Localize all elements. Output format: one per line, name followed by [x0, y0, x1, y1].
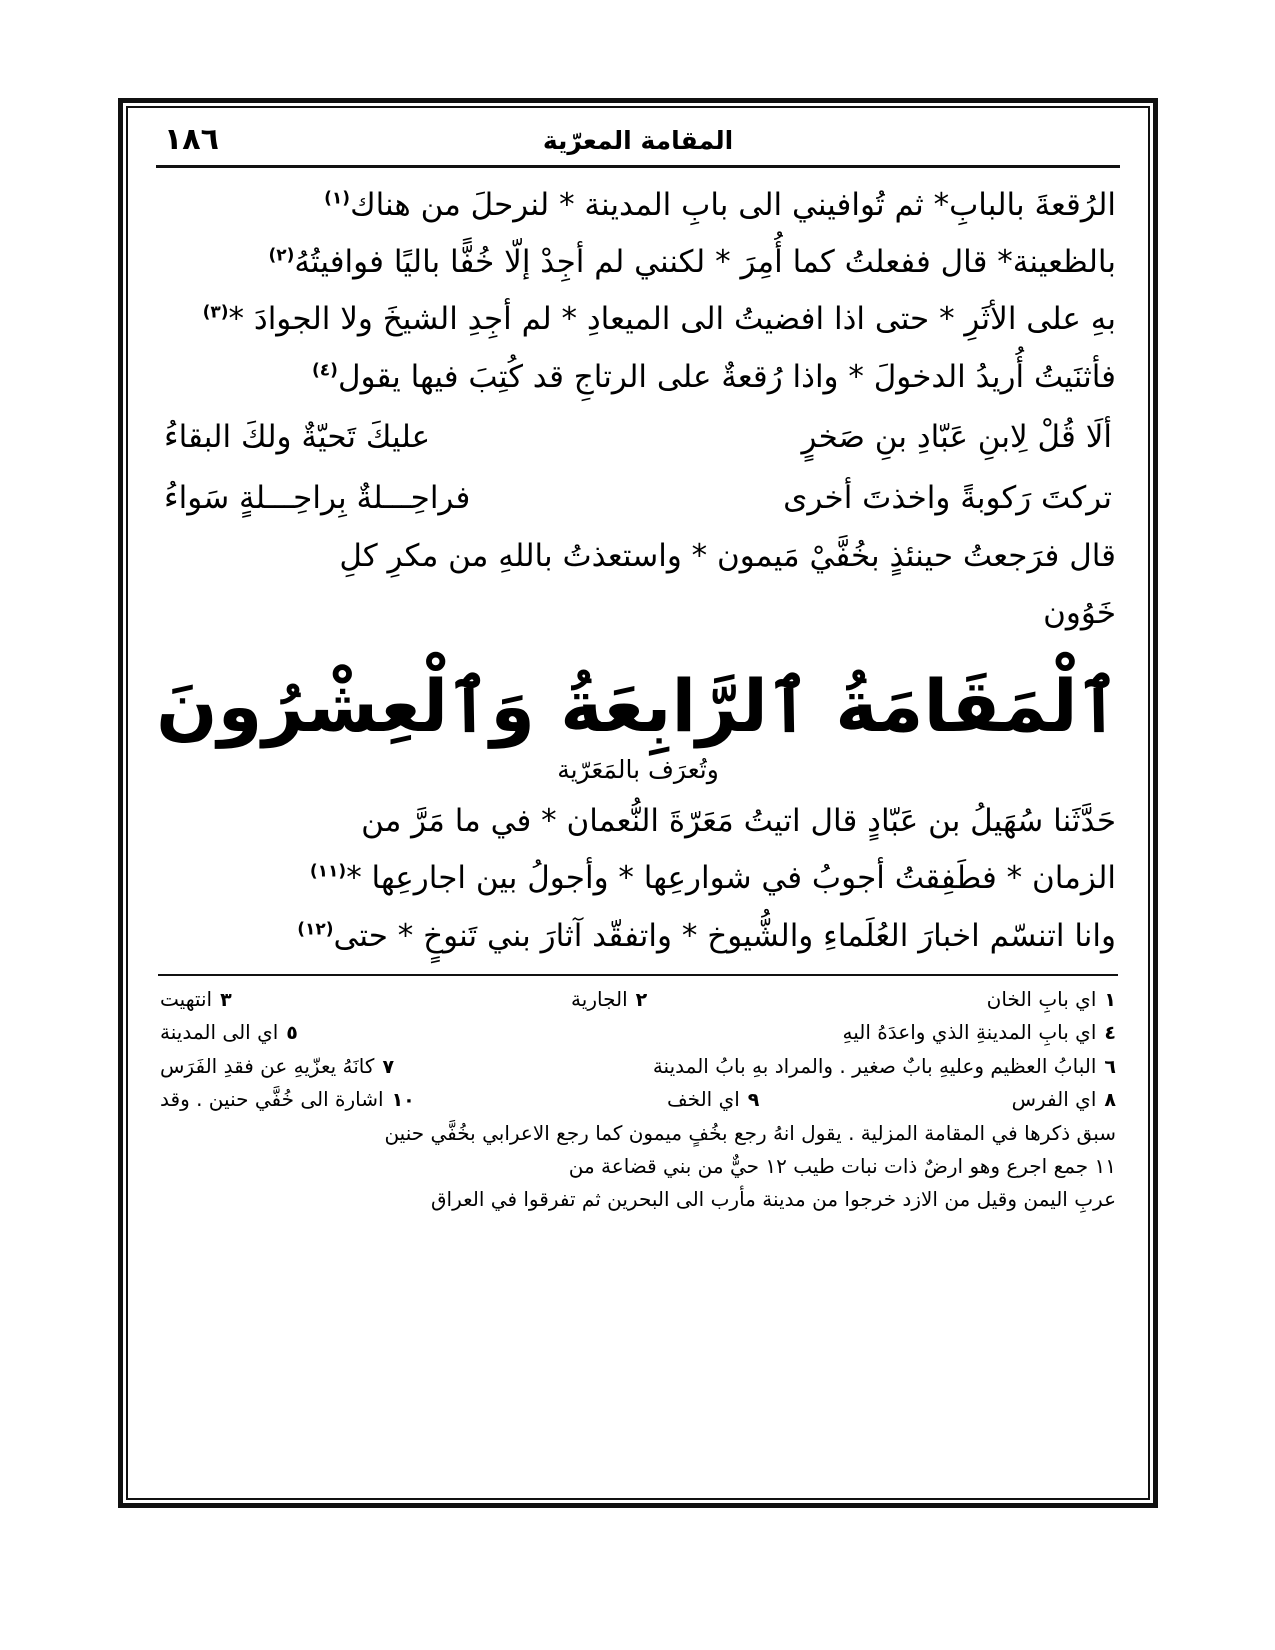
- footnote-text: اي الخف: [666, 1087, 740, 1112]
- footnote-text: اي بابِ الخان: [986, 986, 1097, 1011]
- footnote-item: [653, 1051, 1116, 1082]
- footnote-item: [160, 1017, 298, 1048]
- footnote-row-4: [160, 1084, 1116, 1115]
- footnote-marker-2: (٢): [268, 245, 295, 266]
- chapter-body-line-3-text: وانا اتنسّم اخبارَ العُلَماءِ والشُّيوخ * واتفقّد آثارَ بني تَنوخٍ * حتى: [333, 917, 1116, 954]
- header-rule: [156, 165, 1120, 168]
- verse-line-1: [154, 407, 1122, 468]
- chapter-body-block: [154, 794, 1122, 964]
- body-line-3-text: بهِ على الأثَرِ * حتى اذا افضيتُ الى الميعادِ * لم أجِدِ الشيخَ ولا الجوادَ *: [228, 301, 1116, 338]
- footnote-number: ٤: [1104, 1022, 1116, 1045]
- chapter-body-line-2-text: الزمان * فطَفِقتُ أجوبُ في شوارعِها * وأجولُ بين اجارعِها *: [346, 860, 1116, 897]
- footnote-text: كانَهُ يعزّيهِ عن فقدِ الفَرَس: [160, 1053, 375, 1078]
- body-line-2: [160, 235, 1116, 290]
- footnote-row-3: [160, 1051, 1116, 1082]
- footnotes-block: [154, 984, 1122, 1215]
- footnote-number: ٧: [382, 1055, 395, 1078]
- footnote-text: اي الفرس: [1011, 1087, 1097, 1112]
- page-header: [154, 116, 1122, 161]
- page-number: ١٨٦: [164, 122, 219, 157]
- footnote-row-1: [160, 984, 1116, 1015]
- footnote-item: [160, 1051, 394, 1082]
- verse-2-right: تركتَ رَكوبةً واخذتَ أخرى: [783, 480, 1112, 517]
- footnote-number: ٦: [1104, 1055, 1116, 1078]
- footnote-rule: [158, 974, 1118, 976]
- body-text-block: [154, 178, 1122, 405]
- chapter-body-line-1: حَدَّثَنا سُهَيلُ بن عَبّادٍ قال اتيتُ مَعَرّةَ النُّعمان * في ما مَرَّ من: [361, 803, 1116, 840]
- chapter-body-line-3: [160, 909, 1116, 964]
- body-line-2-text: بالظعينة* قال ففعلتُ كما أُمِرَ * لكنني لم أجِدْ إلّا خُفًّا باليًا فوافيتُهُ: [294, 244, 1116, 281]
- footnote-number: ١: [1104, 988, 1116, 1011]
- footnote-item: [571, 984, 647, 1015]
- body-line-1-text: الرُقعةَ بالبابِ* ثم تُوافيني الى بابِ المدينة * لنرحلَ من هناك: [350, 187, 1116, 223]
- footnote-item: [843, 1017, 1116, 1048]
- footnote-marker-1: (١): [324, 188, 351, 209]
- footnote-continuation-3: عربِ اليمن وقيل من الازد خرجوا من مدينة مأرب الى البحرين ثم تفرقوا في العراق: [431, 1186, 1116, 1211]
- body-tail-word: خَوُون: [1043, 594, 1116, 631]
- chapter-subtitle: وتُعرَف بالمَعَرّية: [557, 755, 719, 785]
- footnote-continuation-1: سبق ذكرها في المقامة المزلية . يقول انهُ رجع بخُفٍ ميمون كما رجع الاعرابي بخُفَّي حنين: [384, 1120, 1116, 1145]
- footnote-text: اشارة الى خُفَّي حنين . وقد: [160, 1087, 384, 1112]
- footnote-row-2: [160, 1017, 1116, 1048]
- running-title: المقامة المعرّية: [542, 126, 734, 155]
- footnote-text: الجارية: [571, 986, 628, 1011]
- footnote-number: ٢: [635, 988, 648, 1011]
- footnote-item: [1012, 1084, 1116, 1115]
- page-content: [140, 112, 1136, 1494]
- body-text-block-2: [154, 529, 1122, 584]
- footnote-item: [160, 984, 232, 1015]
- footnote-number: ٥: [286, 1022, 298, 1045]
- footnote-marker-3: (٣): [202, 303, 229, 324]
- footnote-item: [667, 1084, 759, 1115]
- footnote-item: [987, 984, 1116, 1015]
- chapter-heading: ٱلْمَقَامَةُ ٱلرَّابِعَةُ وَٱلْعِشْرُونَ: [156, 664, 1120, 749]
- verse-1-left: عليكَ تَحيّةٌ ولكَ البقاءُ: [164, 418, 431, 455]
- footnote-number: ٣: [220, 988, 232, 1011]
- footnote-item: [160, 1084, 415, 1115]
- body-line-4-text: فأثنَيتُ أُريدُ الدخولَ * واذا رُقعةٌ على الرتاجِ قد كُتِبَ فيها يقول: [337, 358, 1116, 395]
- footnote-text: انتهيت: [160, 986, 213, 1011]
- footnote-number: ١٠: [391, 1089, 415, 1112]
- footnote-number: ٨: [1104, 1089, 1116, 1112]
- footnote-number: ٩: [747, 1089, 760, 1112]
- footnote-marker-4: (٤): [311, 360, 338, 381]
- verse-1-right: ألَا قُلْ لِابنِ عَبّادِ بنِ صَخرٍ: [801, 418, 1112, 455]
- chapter-body-line-2: [160, 851, 1116, 906]
- body-line-5: قال فرَجعتُ حينئذٍ بخُفَّيْ مَيمون * واستعذتُ باللهِ من مكرِ كلِ: [339, 538, 1116, 575]
- footnote-marker-11: (١١): [309, 862, 347, 883]
- body-line-4: [160, 350, 1116, 405]
- verse-line-2: [154, 468, 1122, 529]
- footnote-continuation-2: ١١ جمع اجرع وهو ارضٌ ذات نبات طيب ١٢ حيٌّ من بني قضاعة من: [568, 1153, 1116, 1178]
- footnote-text: البابُ العظيم وعليهِ بابٌ صغير . والمراد بهِ بابُ المدينة: [652, 1053, 1097, 1078]
- footnote-text: اي الى المدينة: [160, 1020, 279, 1045]
- body-line-1: [160, 178, 1116, 233]
- footnote-marker-12: (١٢): [297, 919, 334, 940]
- body-line-3: [160, 292, 1116, 347]
- verse-2-left: فراحِـــلةٌ بِراحِـــلةٍ سَواءُ: [164, 480, 471, 517]
- footnote-text: اي بابِ المدينةِ الذي واعدَهُ اليهِ: [842, 1020, 1097, 1045]
